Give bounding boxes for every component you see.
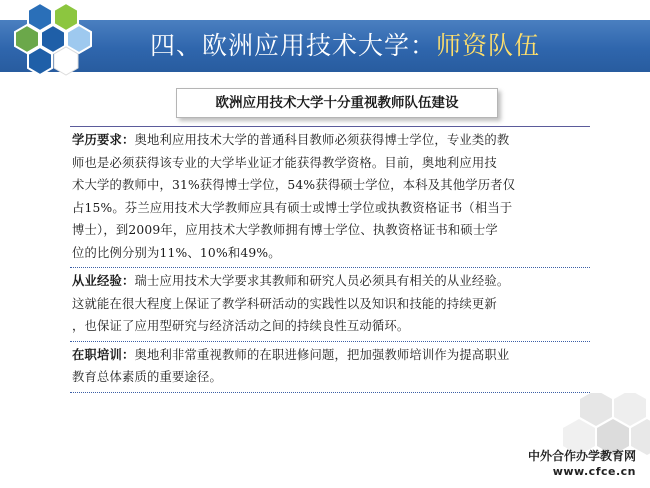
section-line: 奥地利非常重视教师的在职进修问题，把加强教师培训作为提高职业 [134,347,510,362]
section-label: 在职培训： [72,346,135,362]
subtitle-box: 欧洲应用技术大学十分重视教师队伍建设 [176,88,498,118]
footer-site: www.cfce.cn [552,465,636,478]
section-education [70,126,590,267]
title-accent: 师资队伍 [436,31,541,60]
section-label: 从业经验： [72,273,135,288]
section-line: 教育总体素质的重要途径。 [72,370,222,384]
footer-watermark [528,448,636,479]
section-line: 位的比例分别为11%、10%和49%。 [72,245,281,260]
content-area [70,126,590,393]
section-line: 这就能在很大程度上保证了教学科研活动的实践性以及知识和技能的持续更新 [72,296,497,311]
hexagon-logo-icon [0,0,100,90]
section-training [70,341,590,393]
section-experience [70,267,590,341]
section-line: 占15%。芬兰应用技术大学教师应具有硕士或博士学位或执教资格证书（相当于 [72,200,513,215]
section-line: ，也保证了应用型研究与经济活动之间的持续良性互动循环。 [72,319,410,333]
section-line: 师也是必须获得该专业的大学毕业证才能获得教学资格。目前，奥地利应用技 [72,155,497,170]
title-main: 四、欧洲应用技术大学： [150,31,437,60]
section-label: 学历要求： [72,132,135,147]
section-line: 博士），到2009年，应用技术大学教师拥有博士学位、执教资格证书和硕士学 [72,223,498,237]
section-line: 术大学的教师中，31%获得博士学位，54%获得硕士学位，本科及其他学历者仅 [72,178,516,192]
section-line: 瑞士应用技术大学要求其教师和研究人员必须具有相关的从业经验。 [134,274,510,288]
page-title [150,26,540,66]
footer-org: 中外合作办学教育网 [527,449,636,463]
section-line: 奥地利应用技术大学的普通科目教师必须获得博士学位，专业类的教 [134,133,510,147]
